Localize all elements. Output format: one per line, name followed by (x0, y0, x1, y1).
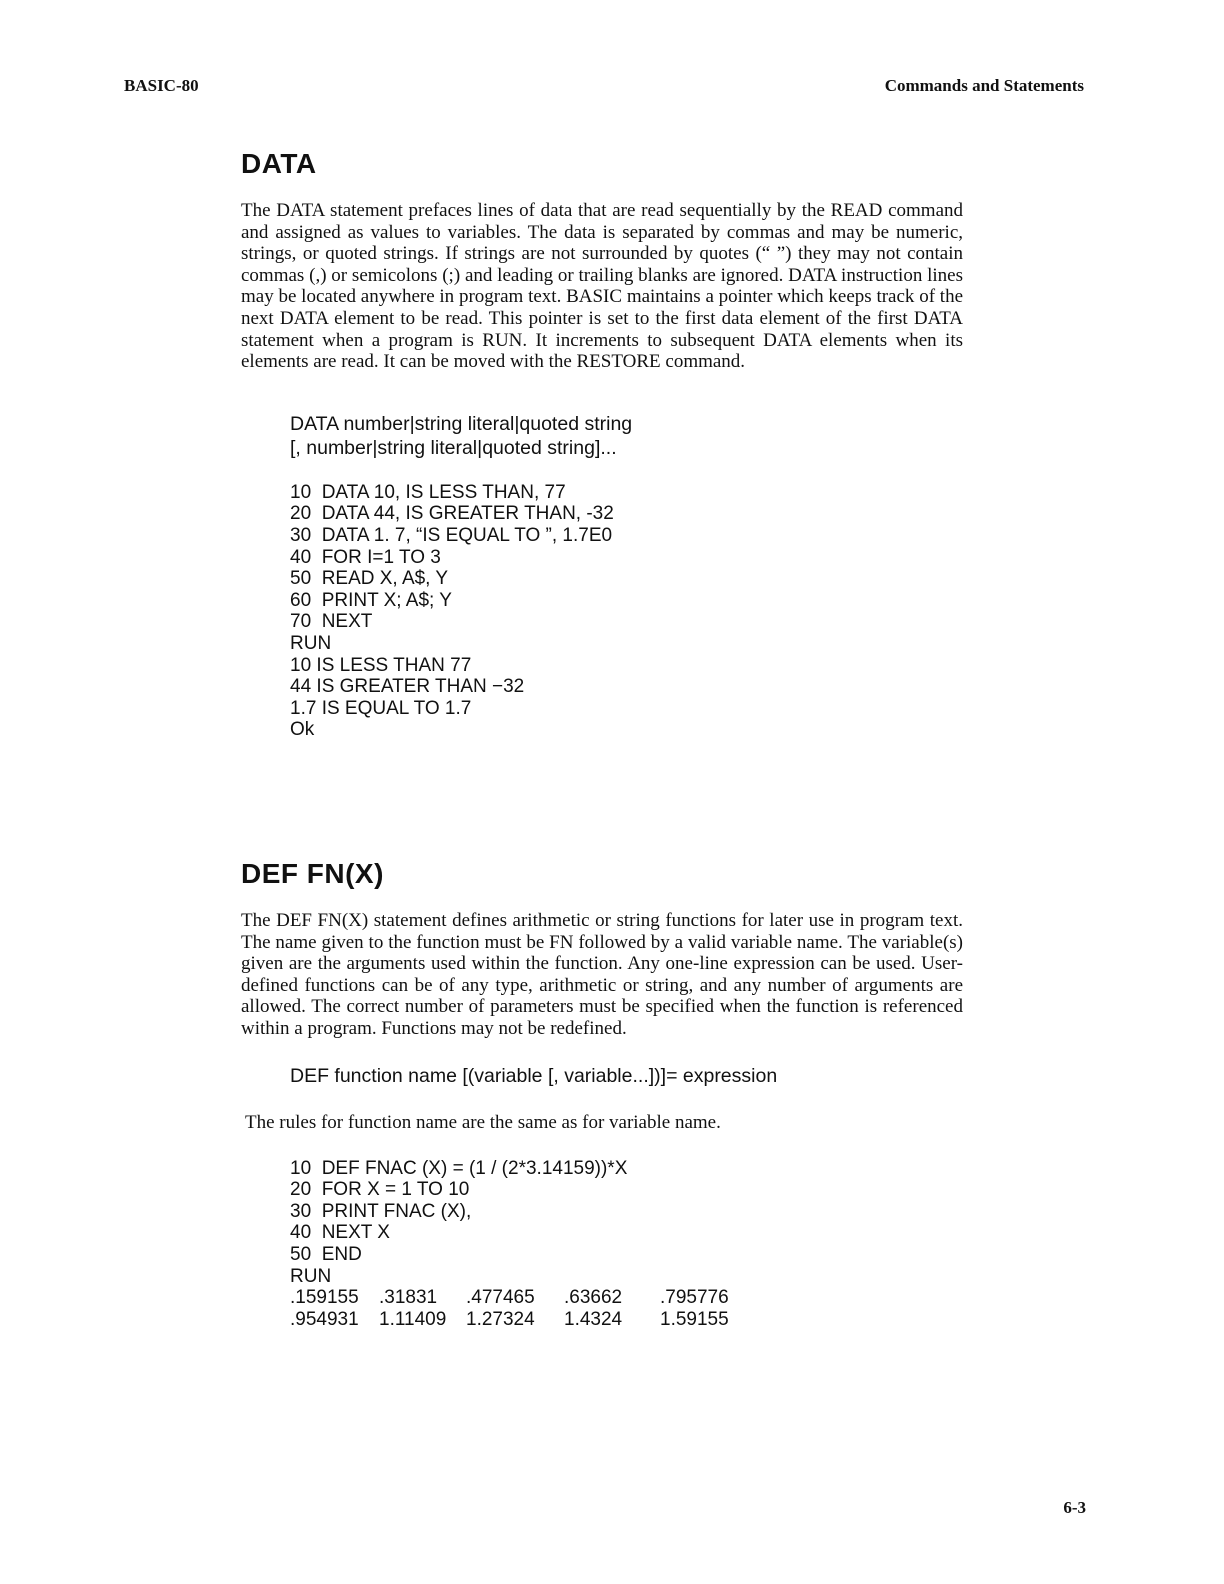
code-line: 10 IS LESS THAN 77 (290, 654, 472, 676)
data-syntax (290, 412, 963, 460)
code-line: 40 NEXT X (290, 1222, 390, 1244)
output-cell: .31831 (379, 1287, 438, 1309)
def-fn-rule-note: The rules for function name are the same as for variable name. (245, 1111, 721, 1133)
code-line: 30 DATA 1. 7, “IS EQUAL TO ”, 1.7E0 (290, 524, 613, 546)
def-fn-syntax-line: DEF function name [(variable [, variable...])]= expression (290, 1064, 778, 1087)
output-cell: .159155 (290, 1287, 359, 1309)
data-description: The DATA statement prefaces lines of data that are read sequentially by the READ command and assigned as values to variables. The data is separated by commas and may be numeric, strings, or quoted strings. If strings are not surrounded by quotes (“ ”) they may not contain commas (,) or semicolons (;) and leading or trailing blanks are ignored. DATA instruction lines may be located anywhere in program text. BASIC maintains a pointer which keeps track of the next DATA element to be read. This pointer is set to the first data element of the first DATA statement when a program is RUN. It increments to subsequent DATA elements when its elements are read. It can be moved with the RESTORE command. (241, 200, 963, 373)
code-line: Ok (290, 719, 315, 741)
output-cell: .63662 (564, 1287, 623, 1309)
page-number: 6-3 (1063, 1498, 1086, 1517)
data-example-code (290, 482, 963, 741)
running-header-left: BASIC-80 (124, 76, 199, 95)
code-line: 40 FOR I=1 TO 3 (290, 546, 441, 568)
code-line: RUN (290, 1265, 332, 1287)
code-line: 30 PRINT FNAC (X), (290, 1200, 472, 1222)
running-header-right: Commands and Statements (884, 76, 1084, 95)
data-syntax-line: DATA number|string literal|quoted string (290, 412, 633, 435)
code-line: 1.7 IS EQUAL TO 1.7 (290, 697, 472, 719)
code-line: 70 NEXT (290, 611, 373, 633)
output-cell: .795776 (660, 1287, 729, 1309)
data-section-title: DATA (241, 148, 317, 179)
code-line: 50 READ X, A$, Y (290, 568, 449, 590)
output-cell: .954931 (290, 1308, 359, 1330)
output-cell: 1.59155 (660, 1308, 729, 1330)
output-cell: .477465 (466, 1287, 535, 1309)
def-fn-example-code (290, 1158, 963, 1331)
def-fn-syntax (290, 1064, 963, 1088)
def-fn-description: The DEF FN(X) statement defines arithmetic or string functions for later use in program text. The name given to the function must be FN followed by a valid variable name. The variable(s) given are the arguments used within the function. Any one-line expression can be used. User-defined functions can be of any type, arithmetic or string, and any number of arguments are allowed. The correct number of parameters must be specified when the function is referenced within a program. Functions may not be redefined. (241, 910, 963, 1039)
output-cell: 1.27324 (466, 1308, 535, 1330)
code-line: 20 FOR X = 1 TO 10 (290, 1179, 470, 1201)
run-output-table (290, 1287, 750, 1330)
data-section (241, 148, 963, 741)
output-cell: 1.4324 (564, 1308, 623, 1330)
def-fn-section-title: DEF FN(X) (241, 858, 384, 889)
code-line: RUN (290, 632, 332, 654)
output-cell: 1.11409 (379, 1308, 447, 1330)
def-fn-section (241, 858, 963, 1330)
code-line: 10 DATA 10, IS LESS THAN, 77 (290, 481, 566, 503)
data-syntax-line: [, number|string literal|quoted string]... (290, 436, 617, 459)
output-row (290, 1287, 750, 1309)
output-row (290, 1309, 750, 1331)
code-line: 10 DEF FNAC (X) = (1 / (2*3.14159))*X (290, 1157, 628, 1179)
code-line: 20 DATA 44, IS GREATER THAN, -32 (290, 503, 614, 525)
code-line: 50 END (290, 1243, 362, 1265)
code-line: 44 IS GREATER THAN −32 (290, 676, 525, 698)
code-line: 60 PRINT X; A$; Y (290, 589, 452, 611)
